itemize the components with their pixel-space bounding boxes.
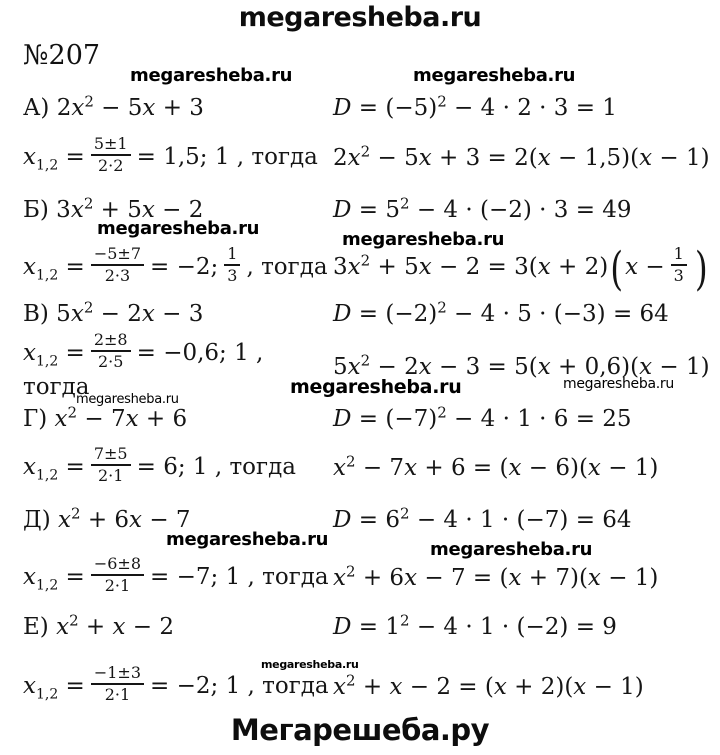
discriminant-line: $D = 1^2 - 4 \cdot 1 \cdot (-2) = 9$ [333, 611, 617, 640]
problem-number: №207 [23, 40, 101, 71]
fraction: $\frac{7\pm 5}{2\cdot 1}$ [91, 445, 131, 485]
roots-line: $x_{1,2}$ = $\frac{-1\pm 3}{2\cdot 1}$ = −2; 1 , тогда [23, 663, 329, 704]
problem-statement: Д) $x^2 + 6x - 7$ [23, 504, 191, 533]
problem-statement: Б) $3x^2 + 5x - 2$ [23, 194, 204, 223]
watermark: megaresheba.ru [97, 218, 260, 239]
solution-row [23, 442, 715, 494]
discriminant-line: $D = (-5)^2 - 4 \cdot 2 \cdot 3 = 1$ [333, 92, 617, 121]
watermark: megaresheba.ru [413, 65, 576, 86]
watermark: megaresheba.ru [563, 376, 674, 392]
roots-line: $x_{1,2}$ = $\frac{-6\pm 8}{2\cdot 1}$ = −7; 1 , тогда [23, 554, 329, 595]
big-paren: ( [610, 240, 624, 296]
factored-line: $x^2 + x - 2 = (x + 2)(x - 1)$ [333, 671, 644, 700]
fraction: $\frac{2\pm 8}{2\cdot 5}$ [91, 331, 131, 371]
factored-line: $5x^2 - 2x - 3 = 5(x + 0,6)(x - 1)$ [333, 351, 710, 380]
factored-line: $x^2 + 6x - 7 = (x + 7)(x - 1)$ [333, 562, 659, 591]
factored-line: $2x^2 - 5x + 3 = 2(x - 1,5)(x - 1)$ [333, 142, 710, 171]
fraction: $\frac{-6\pm 8}{2\cdot 1}$ [91, 555, 144, 595]
watermark: megaresheba.ru [290, 376, 462, 398]
watermark: megaresheba.ru [261, 658, 359, 671]
solution-row [23, 552, 715, 604]
big-paren: ) [694, 240, 708, 296]
fraction: $\frac{-5\pm 7}{2\cdot 3}$ [91, 245, 144, 285]
problem-row [23, 610, 715, 644]
site-brand-bottom: Мегарешеба.ру [230, 713, 490, 747]
solution-row [23, 658, 715, 713]
fraction: $\frac{1}{3}$ [224, 245, 240, 285]
solution-row [23, 132, 715, 184]
fraction: $\frac{5\pm 1}{2\cdot 2}$ [91, 135, 131, 175]
discriminant-line: $D = 6^2 - 4 \cdot 1 \cdot (-7) = 64$ [333, 504, 632, 533]
roots-line: $x_{1,2}$ = $\frac{5\pm 1}{2\cdot 2}$ = 1,5; 1 , тогда [23, 134, 318, 175]
problem-row [23, 91, 715, 125]
discriminant-line: $D = 5^2 - 4 \cdot (-2) \cdot 3 = 49$ [333, 194, 632, 223]
roots-line: $x_{1,2}$ = $\frac{7\pm 5}{2\cdot 1}$ = 6; 1 , тогда [23, 444, 296, 485]
watermark: megaresheba.ru [166, 529, 329, 550]
problem-statement: Е) $x^2 + x - 2$ [23, 611, 175, 640]
discriminant-line: $D = (-2)^2 - 4 \cdot 5 \cdot (-3) = 64$ [333, 298, 669, 327]
fraction: $\frac{-1\pm 3}{2\cdot 1}$ [91, 664, 144, 704]
fraction: $\frac{1}{3}$ [671, 245, 687, 285]
problem-statement: А) $2x^2 - 5x + 3$ [23, 92, 204, 121]
roots-line: $x_{1,2}$ = $\frac{2\pm 8}{2\cdot 5}$ = −0,6; 1 , тогда [23, 329, 264, 400]
problem-statement: Г) $x^2 - 7x + 6$ [23, 403, 188, 432]
discriminant-line: $D = (-7)^2 - 4 \cdot 1 \cdot 6 = 25$ [333, 403, 632, 432]
site-watermark-top: megaresheba.ru [238, 2, 482, 33]
watermark: megaresheba.ru [342, 229, 505, 250]
problem-row [23, 297, 715, 331]
factored-line: $3x^2 + 5x - 2 = 3(x + 2)(x$ − $\frac{1}{3}$ ) [333, 240, 708, 296]
watermark: megaresheba.ru [130, 65, 293, 86]
roots-line: $x_{1,2}$ = $\frac{-5\pm 7}{2\cdot 3}$ = −2; $\frac{1}{3}$ , тогда [23, 244, 328, 285]
watermark: megaresheba.ru [76, 392, 179, 407]
factored-line: $x^2 - 7x + 6 = (x - 6)(x - 1)$ [333, 452, 659, 481]
watermark: megaresheba.ru [430, 539, 593, 560]
problem-row [23, 503, 715, 537]
problem-statement: В) $5x^2 - 2x - 3$ [23, 298, 204, 327]
